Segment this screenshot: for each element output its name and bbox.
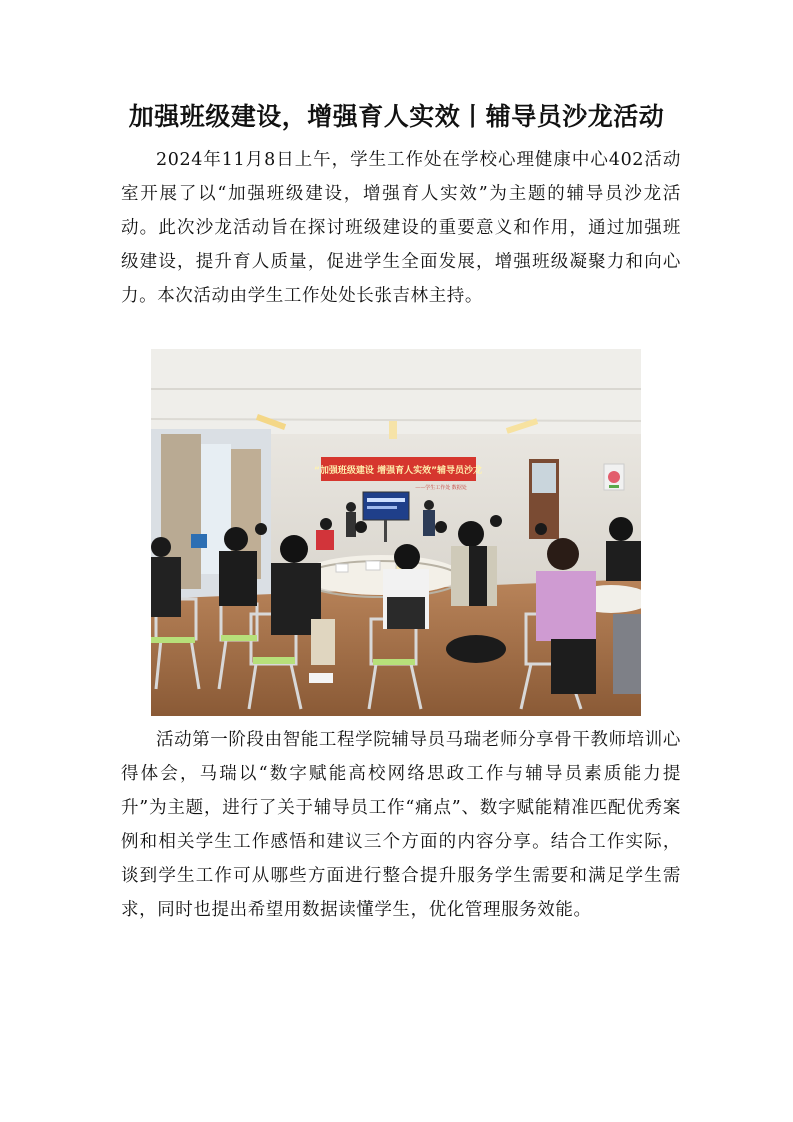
paragraph-stage-one: 活动第一阶段由智能工程学院辅导员马瑞老师分享骨干教师培训心得体会，马瑞以“数字赋能高校网络思政工作与辅导员素质能力提升”为主题，进行了关于辅导员工作“痛点”、数字赋能精准匹配优秀案例和相关学生工作感悟和建议三个方面的内容分享。结合工作实际，谈到学生工作可从哪些方面进行整合提升服务学生需要和满足学生需求，同时也提出希望用数据读懂学生，优化管理服务效能。: [121, 730, 681, 920]
paragraph-intro: 2024年11月8日上午，学生工作处在学校心理健康中心402活动室开展了以“加强班级建设，增强育人实效”为主题的辅导员沙龙活动。此次沙龙活动旨在探讨班级建设的重要意义和作用，通过加强班级建设，提升育人质量，促进学生全面发展，增强班级凝聚力和向心力。本次活动由学生工作处处长张吉林主持。: [121, 150, 681, 306]
event-photo: [151, 349, 641, 716]
banner-text: “加强班级建设 增强育人实效”辅导员沙龙: [314, 466, 482, 476]
banner-subtext: ——学生工作处 数据处: [415, 485, 467, 491]
article-title: 加强班级建设，增强育人实效丨辅导员沙龙活动: [128, 102, 665, 131]
